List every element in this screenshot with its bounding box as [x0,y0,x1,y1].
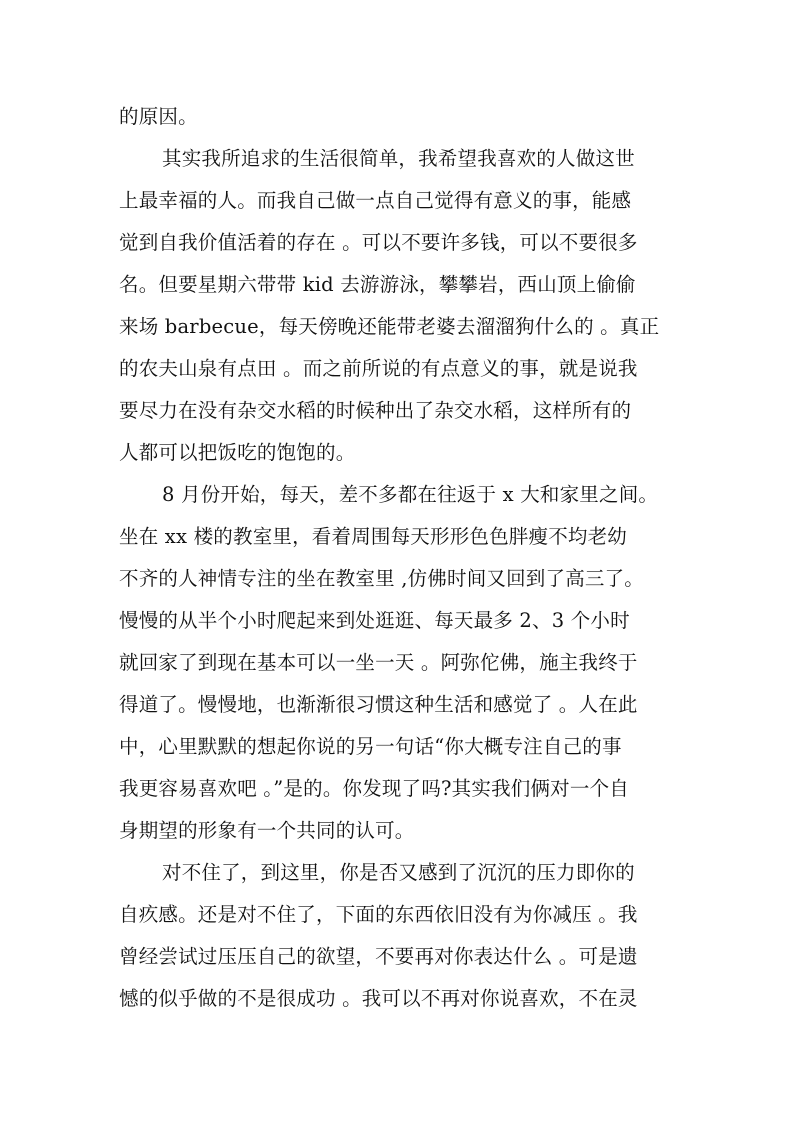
text-line: 的原因。 [119,105,198,128]
text-line: 身期望的形象有一个共同的认可。 [119,819,415,842]
text-line: 我更容易喜欢吧 。”是的。你发现了吗?其实我们俩对一个自 [119,777,629,800]
text-line: 要尽力在没有杂交水稻的时候种出了杂交水稻，这样所有的 [119,399,632,422]
text-line: 觉到自我价值活着的存在 。可以不要许多钱，可以不要很多 [119,231,638,254]
text-line: 坐在 xx 楼的教室里，看着周围每天形形色色胖瘦不均老幼 [119,525,627,548]
text-line: 对不住了，到这里，你是否又感到了沉沉的压力即你的 [162,861,635,884]
text-line: 就回家了到现在基本可以一坐一天 。阿弥佗佛，施主我终于 [119,651,638,674]
text-line: 的农夫山泉有点田 。而之前所说的有点意义的事，就是说我 [119,357,638,380]
text-line: 不齐的人神情专注的坐在教室里 ,仿佛时间又回到了高三了。 [119,567,644,590]
text-line: 8 月份开始，每天，差不多都在往返于 x 大和家里之间。 [162,483,659,506]
text-line: 憾的似乎做的不是很成功 。我可以不再对你说喜欢，不在灵 [119,987,638,1010]
text-line: 中，心里默默的想起你说的另一句话“你大概专注自己的事 [119,735,622,758]
text-line: 名。但要星期六带带 kid 去游游泳，攀攀岩，西山顶上偷偷 [119,273,636,296]
text-line: 人都可以把饭吃的饱饱的。 [119,441,356,464]
text-line: 上最幸福的人。而我自己做一点自己觉得有意义的事，能感 [119,189,632,212]
text-line: 来场 barbecue，每天傍晚还能带老婆去溜溜狗什么的 。真正 [119,315,660,338]
text-line: 曾经尝试过压压自己的欲望，不要再对你表达什么 。可是遗 [119,945,638,968]
text-line: 得道了。慢慢地，也渐渐很习惯这种生活和感觉了 。人在此 [119,693,638,716]
text-line: 慢慢的从半个小时爬起来到处逛逛、每天最多 2、3 个小时 [119,609,630,632]
text-line: 自疚感。还是对不住了，下面的东西依旧没有为你减压 。我 [119,903,638,926]
text-line: 其实我所追求的生活很简单，我希望我喜欢的人做这世 [162,147,635,170]
